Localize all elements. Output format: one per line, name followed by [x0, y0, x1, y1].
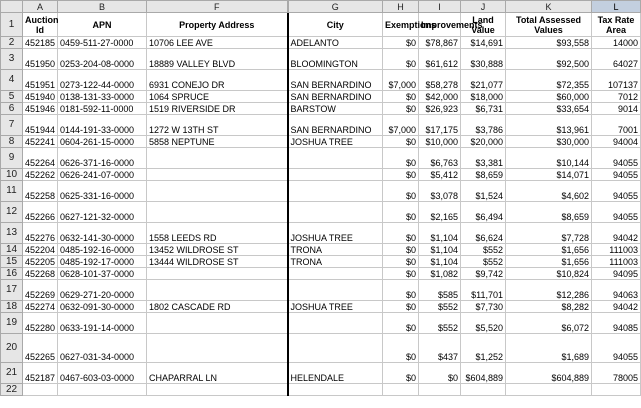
cell-K[interactable]: $30,000 [506, 136, 592, 148]
cell-H[interactable]: $0 [383, 91, 419, 103]
cell-F[interactable] [147, 334, 288, 363]
column-header-J[interactable]: J [461, 1, 506, 13]
cell-K[interactable]: $14,071 [506, 169, 592, 181]
cell-G[interactable]: SAN BERNARDINO [288, 70, 383, 91]
row-header[interactable]: 9 [1, 148, 23, 169]
row-header[interactable]: 7 [1, 115, 23, 136]
cell-G[interactable] [288, 334, 383, 363]
table-row [1, 37, 641, 49]
cell-L[interactable]: 78005 [592, 363, 641, 384]
cell-B[interactable]: 0626-371-16-0000 [58, 148, 147, 169]
cell-K[interactable] [506, 384, 592, 396]
cell-H[interactable]: $0 [383, 223, 419, 244]
cell-K[interactable]: $13,961 [506, 115, 592, 136]
column-header-I[interactable]: I [419, 1, 461, 13]
cell-F[interactable]: 10706 LEE AVE [147, 37, 288, 49]
cell-I[interactable]: $2,165 [419, 202, 461, 223]
cell-B[interactable]: 0459-511-27-0000 [58, 37, 147, 49]
cell-A[interactable]: 452274 [23, 301, 58, 313]
cell-G[interactable] [288, 202, 383, 223]
cell-B[interactable]: 0625-331-16-0000 [58, 181, 147, 202]
cell-K[interactable]: $10,824 [506, 268, 592, 280]
table-row [1, 148, 641, 169]
table-row [1, 103, 641, 115]
cell-H[interactable]: $0 [383, 49, 419, 70]
row-header[interactable]: 4 [1, 70, 23, 91]
row-header[interactable]: 3 [1, 49, 23, 70]
cell-L[interactable]: 64027 [592, 49, 641, 70]
cell-K[interactable]: $6,072 [506, 313, 592, 334]
cell-J[interactable]: $552 [461, 256, 506, 268]
cell-H[interactable]: $0 [383, 148, 419, 169]
cell-L[interactable]: 94095 [592, 268, 641, 280]
cell-H[interactable]: $0 [383, 202, 419, 223]
cell-J[interactable]: $7,730 [461, 301, 506, 313]
cell-K[interactable]: $33,654 [506, 103, 592, 115]
cell-A[interactable]: 452266 [23, 202, 58, 223]
field-header-H[interactable]: Exemptions [383, 13, 419, 37]
cell-K[interactable]: $60,000 [506, 91, 592, 103]
table-row [1, 181, 641, 202]
cell-J[interactable]: $1,252 [461, 334, 506, 363]
cell-L[interactable]: 107137 [592, 70, 641, 91]
cell-I[interactable]: $1,104 [419, 256, 461, 268]
column-header-F[interactable]: F [147, 1, 288, 13]
cell-B[interactable]: 0253-204-08-0000 [58, 49, 147, 70]
cell-A[interactable]: 452262 [23, 169, 58, 181]
cell-I[interactable]: $3,078 [419, 181, 461, 202]
row-header[interactable]: 8 [1, 136, 23, 148]
row-header[interactable]: 18 [1, 301, 23, 313]
column-header-K[interactable]: K [506, 1, 592, 13]
cell-L[interactable]: 94085 [592, 313, 641, 334]
cell-J[interactable]: $6,624 [461, 223, 506, 244]
cell-F[interactable]: CHAPARRAL LN [147, 363, 288, 384]
cell-A[interactable]: 452268 [23, 268, 58, 280]
row-header[interactable]: 13 [1, 223, 23, 244]
field-header-row [1, 13, 641, 37]
cell-I[interactable] [419, 384, 461, 396]
cell-F[interactable]: 1558 LEEDS RD [147, 223, 288, 244]
field-header-B[interactable]: APN [58, 13, 147, 37]
cell-L[interactable]: 14000 [592, 37, 641, 49]
cell-G[interactable]: BARSTOW [288, 103, 383, 115]
cell-G[interactable]: ADELANTO [288, 37, 383, 49]
table-row [1, 70, 641, 91]
field-header-G[interactable]: City [288, 13, 383, 37]
table-row [1, 384, 641, 396]
cell-G[interactable]: BLOOMINGTON [288, 49, 383, 70]
cell-I[interactable]: $552 [419, 313, 461, 334]
table-row [1, 363, 641, 384]
cell-I[interactable]: $26,923 [419, 103, 461, 115]
cell-F[interactable] [147, 202, 288, 223]
cell-F[interactable]: 6931 CONEJO DR [147, 70, 288, 91]
cell-I[interactable]: $1,082 [419, 268, 461, 280]
cell-F[interactable] [147, 313, 288, 334]
cell-F[interactable]: 1519 RIVERSIDE DR [147, 103, 288, 115]
cell-H[interactable]: $0 [383, 363, 419, 384]
row-header[interactable]: 11 [1, 181, 23, 202]
cell-I[interactable]: $58,278 [419, 70, 461, 91]
cell-I[interactable]: $10,000 [419, 136, 461, 148]
row-header[interactable]: 6 [1, 103, 23, 115]
cell-L[interactable]: 7001 [592, 115, 641, 136]
cell-I[interactable]: $1,104 [419, 223, 461, 244]
cell-H[interactable]: $0 [383, 334, 419, 363]
cell-H[interactable]: $0 [383, 268, 419, 280]
cell-F[interactable] [147, 280, 288, 301]
field-header-A[interactable]: Auction Id [23, 13, 58, 37]
cell-G[interactable] [288, 280, 383, 301]
cell-K[interactable]: $12,286 [506, 280, 592, 301]
cell-I[interactable]: $5,412 [419, 169, 461, 181]
table-row [1, 91, 641, 103]
cell-J[interactable]: $6,731 [461, 103, 506, 115]
cell-F[interactable]: 18889 VALLEY BLVD [147, 49, 288, 70]
cell-F[interactable] [147, 181, 288, 202]
table-row [1, 301, 641, 313]
table-row [1, 256, 641, 268]
cell-I[interactable]: $42,000 [419, 91, 461, 103]
cell-F[interactable]: 1802 CASCADE RD [147, 301, 288, 313]
cell-A[interactable]: 451946 [23, 103, 58, 115]
table-row [1, 244, 641, 256]
cell-G[interactable] [288, 148, 383, 169]
cell-H[interactable]: $0 [383, 181, 419, 202]
cell-L[interactable]: 94004 [592, 136, 641, 148]
cell-A[interactable]: 452265 [23, 334, 58, 363]
cell-A[interactable]: 452258 [23, 181, 58, 202]
cell-K[interactable]: $93,558 [506, 37, 592, 49]
cell-G[interactable]: JOSHUA TREE [288, 136, 383, 148]
table-row [1, 313, 641, 334]
cell-J[interactable]: $20,000 [461, 136, 506, 148]
cell-A[interactable]: 451950 [23, 49, 58, 70]
cell-K[interactable]: $1,689 [506, 334, 592, 363]
cell-J[interactable]: $21,077 [461, 70, 506, 91]
table-row [1, 223, 641, 244]
cell-J[interactable]: $3,381 [461, 148, 506, 169]
row-header[interactable]: 10 [1, 169, 23, 181]
cell-G[interactable]: JOSHUA TREE [288, 301, 383, 313]
cell-I[interactable]: $0 [419, 363, 461, 384]
row-header[interactable]: 17 [1, 280, 23, 301]
cell-B[interactable]: 0604-261-15-0000 [58, 136, 147, 148]
cell-H[interactable] [383, 384, 419, 396]
cell-A[interactable]: 451940 [23, 91, 58, 103]
cell-J[interactable]: $604,889 [461, 363, 506, 384]
row-header[interactable]: 2 [1, 37, 23, 49]
column-header-G[interactable]: G [288, 1, 383, 13]
cell-J[interactable]: $18,000 [461, 91, 506, 103]
cell-B[interactable]: 0629-271-20-0000 [58, 280, 147, 301]
row-header[interactable]: 15 [1, 256, 23, 268]
cell-A[interactable] [23, 384, 58, 396]
cell-J[interactable]: $6,494 [461, 202, 506, 223]
table-row [1, 49, 641, 70]
row-header[interactable]: 1 [1, 13, 23, 37]
cell-L[interactable]: 94055 [592, 181, 641, 202]
cell-L[interactable]: 94042 [592, 301, 641, 313]
cell-A[interactable]: 452185 [23, 37, 58, 49]
cell-A[interactable]: 451951 [23, 70, 58, 91]
cell-F[interactable] [147, 268, 288, 280]
cell-L[interactable]: 94055 [592, 202, 641, 223]
cell-G[interactable]: SAN BERNARDINO [288, 91, 383, 103]
cell-J[interactable]: $552 [461, 244, 506, 256]
cell-H[interactable]: $7,000 [383, 70, 419, 91]
cell-B[interactable]: 0144-191-33-0000 [58, 115, 147, 136]
row-header[interactable]: 19 [1, 313, 23, 334]
cell-G[interactable] [288, 313, 383, 334]
cell-B[interactable]: 0632-141-30-0000 [58, 223, 147, 244]
cell-A[interactable]: 452269 [23, 280, 58, 301]
column-header-H[interactable]: H [383, 1, 419, 13]
cell-I[interactable]: $552 [419, 301, 461, 313]
cell-H[interactable]: $0 [383, 280, 419, 301]
cell-L[interactable]: 94042 [592, 223, 641, 244]
column-header-A[interactable]: A [23, 1, 58, 13]
cell-H[interactable]: $0 [383, 256, 419, 268]
field-header-L[interactable]: Tax Rate Area [592, 13, 641, 37]
cell-F[interactable]: 13444 WILDROSE ST [147, 256, 288, 268]
cell-F[interactable]: 1272 W 13TH ST [147, 115, 288, 136]
table-row [1, 280, 641, 301]
cell-J[interactable]: $30,888 [461, 49, 506, 70]
cell-H[interactable]: $7,000 [383, 115, 419, 136]
field-header-K[interactable]: Total Assessed Values [506, 13, 592, 37]
table-row [1, 334, 641, 363]
cell-B[interactable]: 0628-101-37-0000 [58, 268, 147, 280]
cell-G[interactable]: HELENDALE [288, 363, 383, 384]
cell-L[interactable] [592, 384, 641, 396]
cell-J[interactable]: $14,691 [461, 37, 506, 49]
row-header[interactable]: 12 [1, 202, 23, 223]
cell-F[interactable]: 1064 SPRUCE [147, 91, 288, 103]
cell-F[interactable] [147, 384, 288, 396]
cell-F[interactable]: 5858 NEPTUNE [147, 136, 288, 148]
column-header-B[interactable]: B [58, 1, 147, 13]
cell-L[interactable]: 94055 [592, 148, 641, 169]
cell-K[interactable]: $1,656 [506, 256, 592, 268]
cell-I[interactable]: $1,104 [419, 244, 461, 256]
cell-I[interactable]: $61,612 [419, 49, 461, 70]
row-header[interactable]: 5 [1, 91, 23, 103]
row-header[interactable]: 20 [1, 334, 23, 363]
cell-B[interactable]: 0485-192-16-0000 [58, 244, 147, 256]
cell-B[interactable]: 0181-592-11-0000 [58, 103, 147, 115]
cell-I[interactable]: $585 [419, 280, 461, 301]
cell-K[interactable]: $8,659 [506, 202, 592, 223]
cell-L[interactable]: 94063 [592, 280, 641, 301]
cell-J[interactable]: $9,742 [461, 268, 506, 280]
cell-B[interactable]: 0626-241-07-0000 [58, 169, 147, 181]
cell-H[interactable]: $0 [383, 301, 419, 313]
cell-H[interactable]: $0 [383, 169, 419, 181]
table-row [1, 268, 641, 280]
cell-B[interactable]: 0138-131-33-0000 [58, 91, 147, 103]
table-row [1, 136, 641, 148]
row-header[interactable]: 22 [1, 384, 23, 396]
cell-K[interactable]: $10,144 [506, 148, 592, 169]
field-header-F[interactable]: Property Address [147, 13, 288, 37]
cell-A[interactable]: 452205 [23, 256, 58, 268]
cell-K[interactable]: $1,656 [506, 244, 592, 256]
cell-J[interactable]: $8,659 [461, 169, 506, 181]
cell-H[interactable]: $0 [383, 244, 419, 256]
cell-K[interactable]: $92,500 [506, 49, 592, 70]
cell-A[interactable]: 452241 [23, 136, 58, 148]
cell-F[interactable]: 13452 WILDROSE ST [147, 244, 288, 256]
table-row [1, 202, 641, 223]
cell-A[interactable]: 452204 [23, 244, 58, 256]
cell-J[interactable]: $1,524 [461, 181, 506, 202]
cell-A[interactable]: 452276 [23, 223, 58, 244]
field-header-J[interactable]: Land Value [461, 13, 506, 37]
select-all-corner[interactable] [1, 1, 23, 13]
cell-F[interactable] [147, 169, 288, 181]
cell-H[interactable]: $0 [383, 136, 419, 148]
cell-J[interactable]: $3,786 [461, 115, 506, 136]
cell-B[interactable]: 0485-192-17-0000 [58, 256, 147, 268]
row-header[interactable]: 14 [1, 244, 23, 256]
cell-B[interactable]: 0627-121-32-0000 [58, 202, 147, 223]
cell-K[interactable]: $4,602 [506, 181, 592, 202]
cell-L[interactable]: 94055 [592, 334, 641, 363]
cell-A[interactable]: 451944 [23, 115, 58, 136]
cell-J[interactable] [461, 384, 506, 396]
field-header-I[interactable]: Improvements [419, 13, 461, 37]
cell-L[interactable]: 111003 [592, 244, 641, 256]
cell-K[interactable]: $604,889 [506, 363, 592, 384]
cell-B[interactable] [58, 384, 147, 396]
table-row [1, 115, 641, 136]
cell-G[interactable]: SAN BERNARDINO [288, 115, 383, 136]
cell-B[interactable]: 0627-031-34-0000 [58, 334, 147, 363]
cell-J[interactable]: $11,701 [461, 280, 506, 301]
cell-K[interactable]: $7,728 [506, 223, 592, 244]
cell-G[interactable] [288, 181, 383, 202]
cell-K[interactable]: $72,355 [506, 70, 592, 91]
cell-B[interactable]: 0633-191-14-0000 [58, 313, 147, 334]
cell-L[interactable]: 7012 [592, 91, 641, 103]
cell-H[interactable]: $0 [383, 37, 419, 49]
cell-A[interactable]: 452187 [23, 363, 58, 384]
cell-B[interactable]: 0273-122-44-0000 [58, 70, 147, 91]
cell-H[interactable]: $0 [383, 313, 419, 334]
cell-F[interactable] [147, 148, 288, 169]
cell-A[interactable]: 452280 [23, 313, 58, 334]
cell-G[interactable] [288, 169, 383, 181]
cell-K[interactable]: $8,282 [506, 301, 592, 313]
cell-G[interactable] [288, 384, 383, 396]
column-header-row [1, 1, 641, 13]
cell-B[interactable]: 0467-603-03-0000 [58, 363, 147, 384]
cell-J[interactable]: $5,520 [461, 313, 506, 334]
cell-L[interactable]: 94055 [592, 169, 641, 181]
cell-H[interactable]: $0 [383, 103, 419, 115]
row-header[interactable]: 21 [1, 363, 23, 384]
cell-I[interactable]: $17,175 [419, 115, 461, 136]
cell-L[interactable]: 111003 [592, 256, 641, 268]
cell-G[interactable]: TRONA [288, 244, 383, 256]
row-header[interactable]: 16 [1, 268, 23, 280]
cell-G[interactable]: JOSHUA TREE [288, 223, 383, 244]
cell-L[interactable]: 9014 [592, 103, 641, 115]
column-header-L[interactable]: L [592, 1, 641, 13]
table-row [1, 169, 641, 181]
cell-I[interactable]: $437 [419, 334, 461, 363]
cell-G[interactable]: TRONA [288, 256, 383, 268]
cell-G[interactable] [288, 268, 383, 280]
cell-B[interactable]: 0632-091-30-0000 [58, 301, 147, 313]
cell-A[interactable]: 452264 [23, 148, 58, 169]
cell-I[interactable]: $78,867 [419, 37, 461, 49]
cell-I[interactable]: $6,763 [419, 148, 461, 169]
